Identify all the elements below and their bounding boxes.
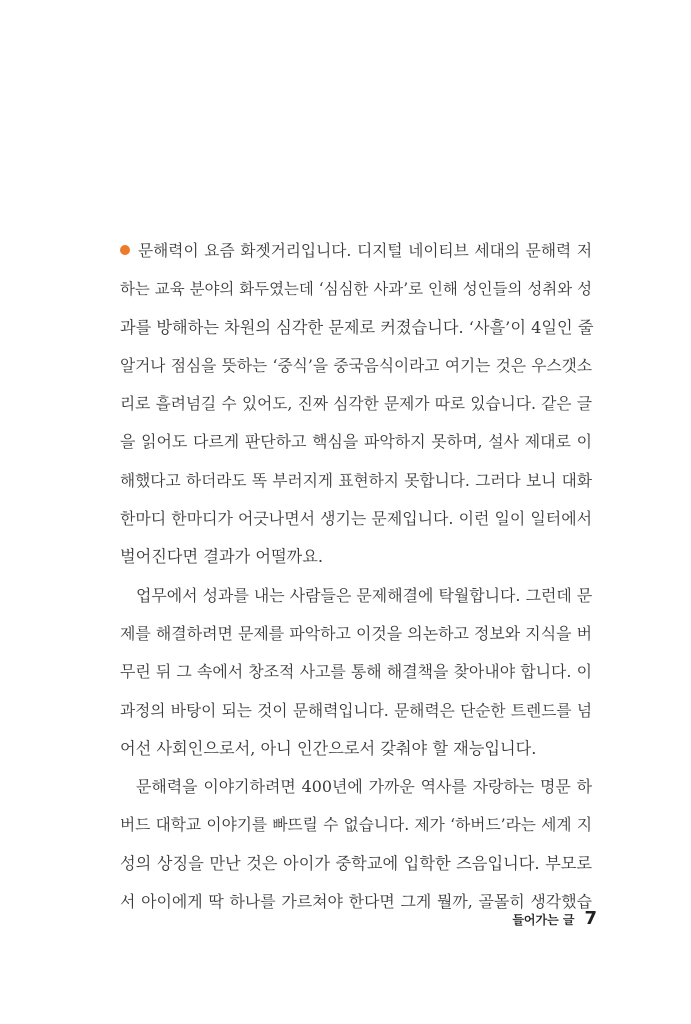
text-span: 문해력이 요즘 화젯거리입니다. 디지털 네이티브 세대의 문해력 저 bbox=[138, 241, 592, 260]
text-line: 리로 흘려넘길 수 있어도, 진짜 심각한 문제가 따로 있습니다. 같은 글 bbox=[120, 394, 592, 414]
text-line: 과를 방해하는 차원의 심각한 문제로 커졌습니다. ‘사흘’이 4일인 줄 bbox=[120, 317, 594, 337]
text-line: 업무에서 성과를 내는 사람들은 문제해결에 탁월합니다. 그런데 문 bbox=[136, 585, 593, 605]
body-text bbox=[120, 232, 592, 921]
paragraph bbox=[120, 577, 592, 768]
text-line: 벌어진다면 결과가 어떨까요. bbox=[120, 547, 324, 567]
section-title: 들어가는 글 bbox=[512, 913, 575, 927]
text-line: 무린 뒤 그 속에서 창조적 사고를 통해 해결책을 찾아내야 합니다. 이 bbox=[120, 662, 592, 682]
text-line: 하는 교육 분야의 화두였는데 ‘심심한 사과’로 인해 성인들의 성취와 성 bbox=[120, 280, 592, 299]
paragraph bbox=[120, 232, 592, 577]
text-line: 해했다고 하더라도 똑 부러지게 표현하지 못합니다. 그러다 보니 대화 bbox=[120, 470, 592, 490]
text-line: 을 읽어도 다르게 판단하고 핵심을 파악하지 못하며, 설사 제대로 이 bbox=[120, 432, 592, 452]
page-number: 7 bbox=[584, 908, 597, 929]
text-line: 성의 상징을 만난 것은 아이가 중학교에 입학한 즈음입니다. 부모로 bbox=[120, 853, 592, 873]
text-line bbox=[120, 232, 592, 270]
page-footer bbox=[512, 908, 597, 934]
text-line: 한마디 한마디가 어긋나면서 생기는 문제입니다. 이런 일이 일터에서 bbox=[120, 509, 592, 529]
bullet-icon bbox=[120, 245, 130, 255]
text-line: 제를 해결하려면 문제를 파악하고 이것을 의논하고 정보와 지식을 버 bbox=[120, 623, 592, 643]
text-line: 버드 대학교 이야기를 빠뜨릴 수 없습니다. 제가 ‘하버드’라는 세계 지 bbox=[120, 815, 592, 835]
text-line: 과정의 바탕이 되는 것이 문해력입니다. 문해력은 단순한 트렌드를 넘 bbox=[120, 700, 592, 720]
text-line: 어선 사회인으로서, 아니 인간으로서 갖춰야 할 재능입니다. bbox=[120, 738, 537, 758]
text-line: 알거나 점심을 뜻하는 ‘중식’을 중국음식이라고 여기는 것은 우스갯소 bbox=[120, 355, 592, 375]
paragraph bbox=[120, 768, 592, 921]
text-line: 서 아이에게 딱 하나를 가르쳐야 한다면 그게 뭘까, 골몰히 생각했습 bbox=[120, 892, 592, 912]
text-line: 문해력을 이야기하려면 400년에 가까운 역사를 자랑하는 명문 하 bbox=[136, 777, 592, 797]
